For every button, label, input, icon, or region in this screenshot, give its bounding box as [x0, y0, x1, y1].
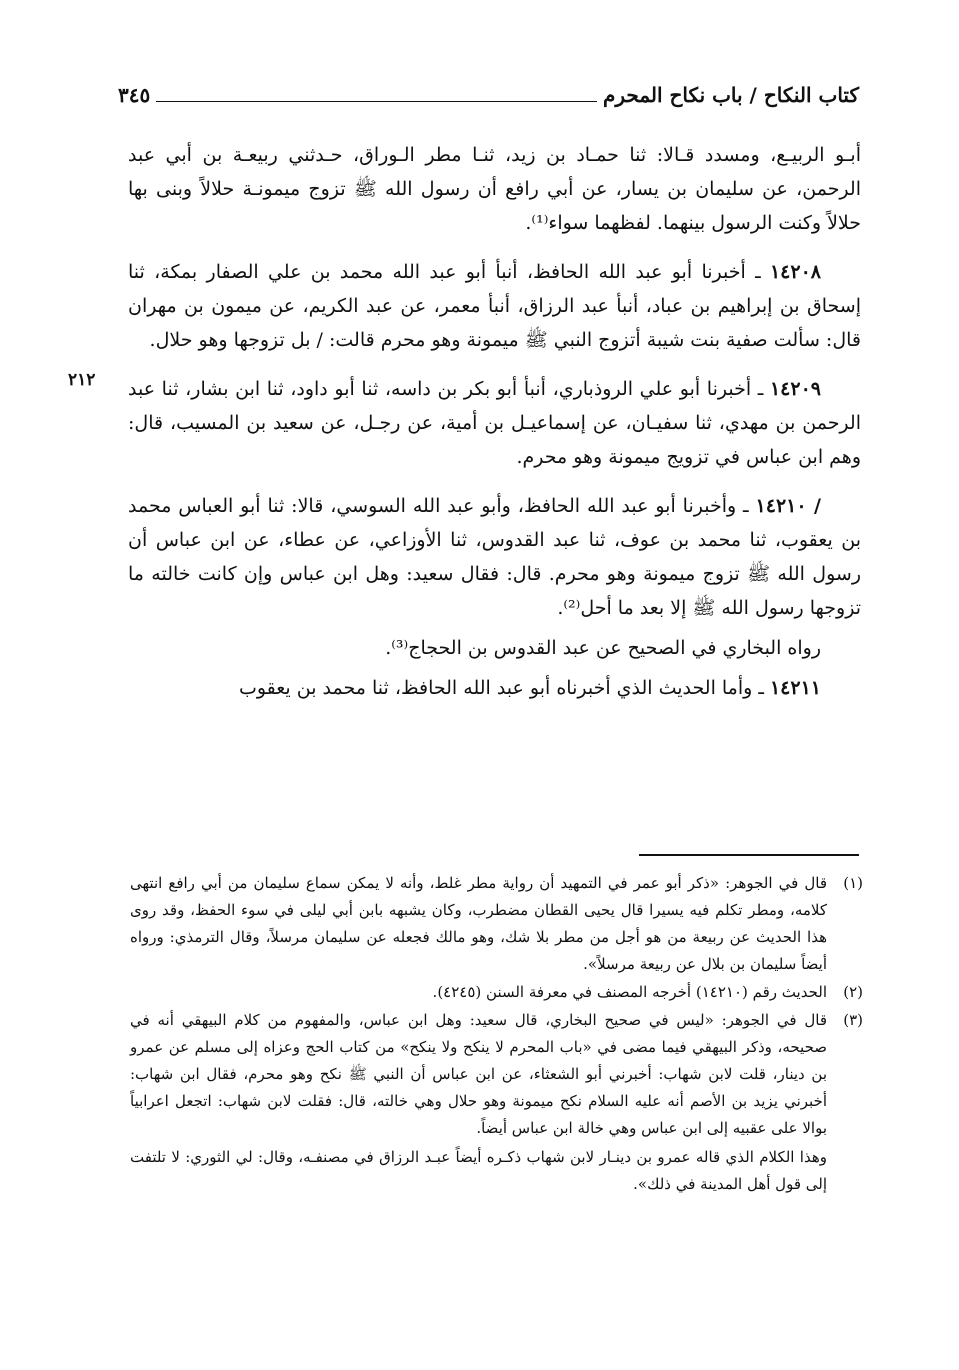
page-number: ٣٤٥ [118, 83, 151, 107]
page-header [118, 74, 859, 108]
footnote-2 [130, 979, 863, 1006]
footnotes [130, 870, 863, 1198]
header-rule [156, 101, 597, 102]
footnote-text: الحديث رقم (١٤٢١٠) أخرجه المصنف في معرفة السنن (٤٢٤٥). [432, 983, 827, 1001]
footnote-3-continuation: وهذا الكلام الذي قاله عمرو بن دينـار لابن شهاب ذكـره أيضاً عبـد الرزاق في مصنفـه، وقال: لي الثوري: لا تلتفت إلى قول أهل المدينة في ذلك». [130, 1148, 827, 1193]
hadith-text: ـ أخبرنا أبو عبد الله الحافظ، أنبأ أبو عبد الله محمد بن علي الصفار بمكة، ثنا إسحاق بن إبراهيم بن عباد، أنبأ عبد الرزاق، أنبأ معمر، عن عبد الكريم، عن ميمون بن مهران قال: سألت صفية بنت شيبة أتزوج النبي ﷺ ميمونة وهو محرم قالت: / بل تزوجها وهو حلال. [128, 261, 861, 351]
hadith-14209 [128, 372, 861, 474]
hadith-number: ١٤٢٠٨ [769, 261, 821, 283]
footnote-number: (٢) [843, 983, 863, 1001]
margin-page-reference: ٢١٢ [68, 370, 96, 390]
hadith-text: ـ أخبرنا أبو علي الروذباري، أنبأ أبو بكر بن داسه، ثنا أبو داود، ثنا ابن بشار، ثنا عبد الرحمن بن مهدي، ثنا سفيـان، عن إسماعيـل بن أمية، عن رجـل، عن سعيد بن المسيب، قال: وهم ابن عباس في تزويج ميمونة وهو محرم. [128, 378, 861, 468]
hadith-text: ـ وأخبرنا أبو عبد الله الحافظ، وأبو عبد الله السوسي، قالا: ثنا أبو العباس محمد بن يعقوب، ثنا محمد بن عوف، ثنا عبد القدوس، ثنا الأوزاعي، عن عطاء، عن ابن عباس أن رسول الله ﷺ تزوج ميمونة وهو محرم. قال: فقال سعيد: وهل ابن عباس وإن كانت خالته ما تزوجها رسول الله ﷺ إلا بعد ما أحل⁽²⁾. [128, 495, 861, 619]
bukhari-note: رواه البخاري في الصحيح عن عبد القدوس بن الحجاج⁽³⁾. [385, 637, 821, 659]
paragraph-continuation: أبـو الربيـع، ومسدد قـالا: ثنا حمـاد بن زيد، ثنـا مطر الـوراق، حـدثني ربيعـة بن أبي عبد الرحمن، عن سليمان بن يسار، عن أبي رافع أن رسول الله ﷺ تزوج ميمونـة حلالاً وبنى بها حلالاً وكنت الرسول بينهما. لفظهما سواء⁽¹⁾. [128, 144, 861, 234]
hadith-number: ١٤٢١١ [769, 677, 821, 699]
footnote-3 [130, 1007, 863, 1142]
hadith-14208 [128, 255, 861, 357]
hadith-number: / ١٤٢١٠ [755, 495, 822, 517]
hadith-14210 [128, 489, 861, 625]
main-text [128, 138, 861, 720]
hadith-14211 [128, 671, 861, 705]
hadith-text: ـ وأما الحديث الذي أخبرناه أبو عبد الله الحافظ، ثنا محمد بن يعقوب [238, 677, 770, 699]
footnote-number: (١) [843, 874, 863, 892]
footnote-text: قال في الجوهر: «ليس في صحيح البخاري، قال سعيد: وهل ابن عباس، والمفهوم من كلام البيهقي أنه في صحيحه، وذكر البيهقي فيما مضى في «باب المحرم لا ينكح ولا ينكح» من كتاب الحج وعزاه إلى مسلم عن عمرو بن دينار، قلت لابن شهاب: أخبرني أبو الشعثاء، عن ابن عباس أن النبي ﷺ نكح وهو محرم، فقال ابن شهاب: أخبرني يزيد بن الأصم أنه عليه السلام نكح ميمونة وهو حلال وهي خالته، قال: فقلت لابن شهاب: اتجعل اعرابياً بوالا على عقبيه إلى ابن عباس وهي خالة ابن عباس أيضاً. [130, 1011, 827, 1137]
footnote-separator [639, 854, 859, 856]
running-title: كتاب النكاح / باب نكاح المحرم [603, 83, 859, 107]
footnote-number: (٣) [843, 1011, 863, 1029]
hadith-number: ١٤٢٠٩ [769, 378, 821, 400]
footnote-text: قال في الجوهر: «ذكر أبو عمر في التمهيد أن رواية مطر غلط، وأنه لا يمكن سماع سليمان من أبي رافع انتهى كلامه، ومطر تكلم فيه يسيرا قال يحيى القطان مضطرب، وكان يشبهه بابن أبي ليلى في سوء الحفظ، وقد روى هذا الحديث عن ربيعة من هو أجل من مطر بلا شك، وهو مالك فجعله عن سليمان مرسلاً، وقال الترمذي: ورواه أيضاً سليمان بن بلال عن ربيعة مرسلاً». [130, 874, 827, 973]
footnote-1 [130, 870, 863, 978]
